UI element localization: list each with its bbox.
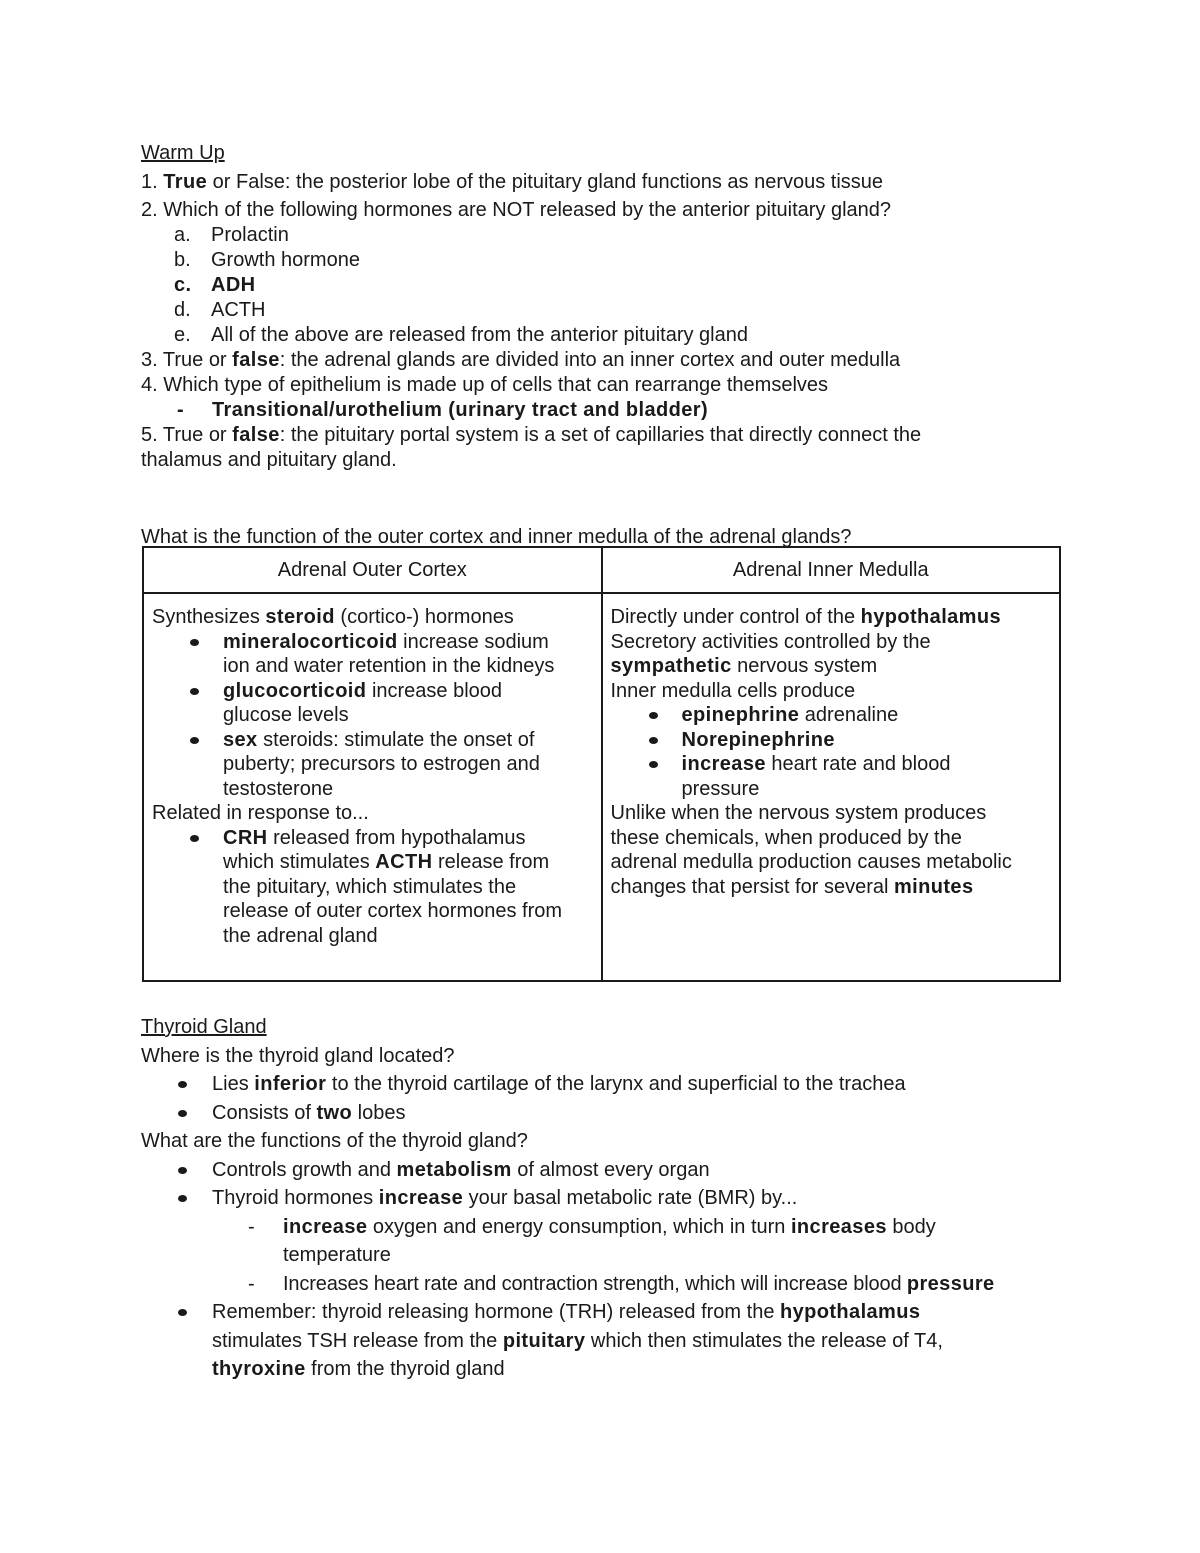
warm-up-section [141, 141, 1061, 550]
option-a: a. Prolactin [174, 224, 289, 246]
option-e: e. All of the above are released from the anterior pituitary gland [174, 324, 748, 346]
question-3: 3. True or false: the adrenal glands are divided into an inner cortex and outer medulla [141, 349, 901, 371]
list-item: Consists of two lobes [141, 1099, 1071, 1128]
bullet-icon [178, 1081, 187, 1088]
cortex-cell: Synthesizes steroid (cortico-) hormones mineralocorticoid increase sodium ion and water retention in the kidneys glucocorticoid increase blood glucose levels sex steroids: stimulate the onset of puberty; precursors to estrogen and testosterone Related in response to... CRH released from hypothalamus which stimulates ACTH release from the pituitary, which stimulates the release of outer cortex hormones from the adrenal gland [143, 593, 602, 981]
header-inner-medulla: Adrenal Inner Medulla [602, 547, 1061, 593]
list-item: Norepinephrine [611, 728, 1052, 753]
bullet-icon [178, 1195, 187, 1202]
list-item: Lies inferior to the thyroid cartilage of the larynx and superficial to the trachea [141, 1070, 1071, 1099]
option-c-answer: c. ADH [174, 274, 256, 296]
list-item: glucocorticoid increase blood glucose levels [152, 679, 593, 728]
adrenal-question: What is the function of the outer cortex and inner medulla of the adrenal glands? [141, 526, 852, 548]
sub-list-item: - Increases heart rate and contraction strength, which will increase blood pressure [248, 1272, 995, 1295]
list-item: epinephrine adrenaline [611, 703, 1052, 728]
thyroid-title: Thyroid Gland [141, 1016, 267, 1038]
list-item: CRH released from hypothalamus which stimulates ACTH release from the pituitary, which stimulates the release of outer cortex hormones from the adrenal gland [152, 826, 593, 949]
sub-list-item: - increase oxygen and energy consumption, which in turn increases body temperature [248, 1215, 936, 1266]
option-b: b. Growth hormone [174, 249, 360, 271]
bullet-icon [190, 835, 199, 842]
bullet-icon [190, 737, 199, 744]
bullet-icon [190, 639, 199, 646]
bullet-icon [178, 1309, 187, 1316]
warm-up-title: Warm Up [141, 142, 225, 164]
bullet-icon [190, 688, 199, 695]
question-4-answer: - Transitional/urothelium (urinary tract and bladder) [177, 399, 709, 421]
list-item: mineralocorticoid increase sodium ion and water retention in the kidneys [152, 630, 593, 679]
bullet-icon [649, 712, 658, 719]
question-2: 2. Which of the following hormones are NOT released by the anterior pituitary gland? [141, 199, 892, 221]
thyroid-section [141, 1013, 1071, 1384]
question-5-line-2: thalamus and pituitary gland. [141, 449, 397, 471]
question-1: 1. True or False: the posterior lobe of the pituitary gland functions as nervous tissue [141, 171, 884, 193]
list-item: Thyroid hormones increase your basal metabolic rate (BMR) by... [141, 1184, 1071, 1213]
bullet-icon [178, 1110, 187, 1117]
list-item: sex steroids: stimulate the onset of puberty; precursors to estrogen and testosterone [152, 728, 593, 802]
header-outer-cortex: Adrenal Outer Cortex [143, 547, 602, 593]
bullet-icon [178, 1167, 187, 1174]
question-4: 4. Which type of epithelium is made up of cells that can rearrange themselves [141, 374, 829, 396]
list-item: increase heart rate and blood pressure [611, 752, 1052, 801]
adrenal-table [142, 546, 1061, 982]
thyroid-question-2: What are the functions of the thyroid gland? [141, 1130, 528, 1152]
bullet-icon [649, 737, 658, 744]
list-item: Controls growth and metabolism of almost every organ [141, 1156, 1071, 1185]
bullet-icon [649, 761, 658, 768]
medulla-cell: Directly under control of the hypothalamus Secretory activities controlled by the sympathetic nervous system Inner medulla cells produce epinephrine adrenaline Norepinephrine increase heart rate and blood pressure Unlike when the nervous system produces these chemicals, when produced by the adrenal medulla production causes metabolic changes that persist for several minutes [602, 593, 1061, 981]
thyroid-question-1: Where is the thyroid gland located? [141, 1044, 455, 1067]
list-item: Remember: thyroid releasing hormone (TRH) released from the hypothalamus stimulates TSH release from the pituitary which then stimulates the release of T4, thyroxine from the thyroid gland [141, 1298, 1071, 1384]
question-5: 5. True or false: the pituitary portal system is a set of capillaries that directly connect the [141, 424, 922, 446]
option-d: d. ACTH [174, 299, 266, 321]
